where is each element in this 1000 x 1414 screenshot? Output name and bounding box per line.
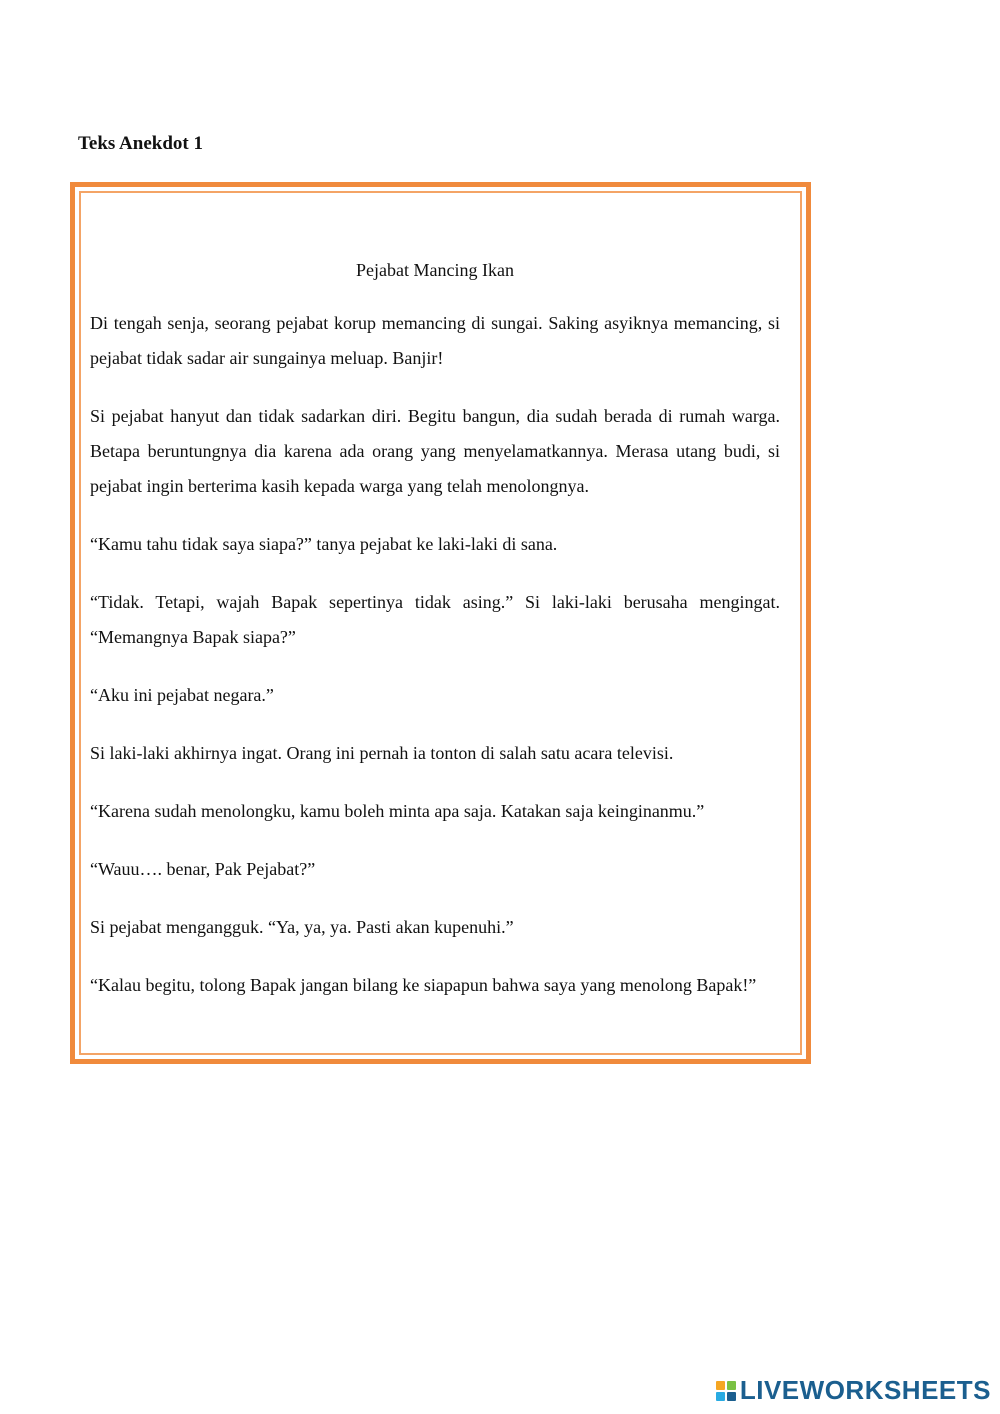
story-paragraph: Si laki-laki akhirnya ingat. Orang ini pernah ia tonton di salah satu acara televisi.	[90, 743, 674, 763]
story-paragraph: “Kalau begitu, tolong Bapak jangan bilang ke siapapun bahwa saya yang menolong Bapak!”	[90, 975, 757, 995]
story-paragraph: “Karena sudah menolongku, kamu boleh minta apa saja. Katakan saja keinginanmu.”	[90, 801, 705, 821]
story-paragraph: “Wauu…. benar, Pak Pejabat?”	[90, 859, 316, 879]
story-paragraph: Di tengah senja, seorang pejabat korup memancing di sungai. Saking asyiknya memancing, si pejabat tidak sadar air sungainya meluap. Banjir!	[90, 313, 780, 368]
liveworksheets-logo-icon	[716, 1381, 736, 1401]
story-body	[90, 256, 780, 1026]
story-title: Pejabat Mancing Ikan	[356, 260, 514, 280]
watermark-text: LIVEWORKSHEETS	[739, 1375, 991, 1405]
story-paragraph: “Tidak. Tetapi, wajah Bapak sepertinya tidak asing.” Si laki-laki berusaha mengingat. “Memangnya Bapak siapa?”	[90, 592, 780, 647]
story-paragraph: Si pejabat hanyut dan tidak sadarkan diri. Begitu bangun, dia sudah berada di rumah warga. Betapa beruntungnya dia karena ada orang yang menyelamatkannya. Merasa utang budi, si pejabat ingin berterima kasih kepada warga yang telah menolongnya.	[90, 406, 780, 496]
story-frame	[70, 182, 811, 1064]
story-paragraph: Si pejabat mengangguk. “Ya, ya, ya. Pasti akan kupenuhi.”	[90, 917, 514, 937]
liveworksheets-watermark	[716, 1375, 991, 1406]
story-paragraph: “Kamu tahu tidak saya siapa?” tanya pejabat ke laki-laki di sana.	[90, 534, 558, 554]
story-paragraph: “Aku ini pejabat negara.”	[90, 685, 274, 705]
document-heading: Teks Anekdot 1	[78, 133, 203, 154]
